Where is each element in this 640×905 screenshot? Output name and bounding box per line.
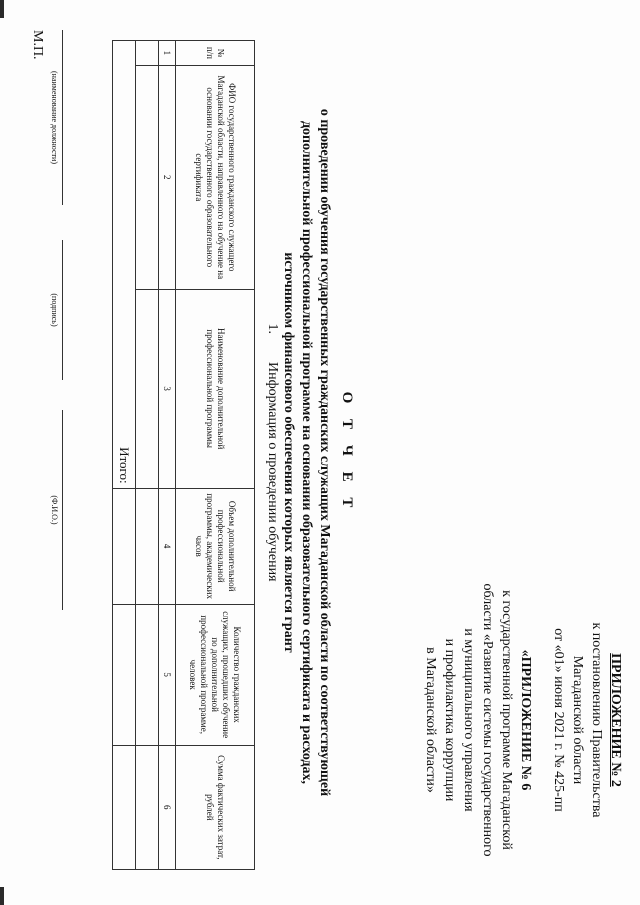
stamp-label: М.П. [30, 30, 45, 60]
table-cell [136, 604, 159, 745]
total-cell [113, 488, 136, 604]
appendix-line: к постановлению Правительства [589, 622, 604, 818]
total-label: Итого: [113, 41, 136, 489]
signature-caption: (подпись) [50, 293, 59, 327]
column-number: 1 [159, 41, 176, 66]
table-cell [136, 41, 159, 66]
table-cell [136, 65, 159, 289]
table-row [136, 41, 159, 870]
program-line: к государственной программе Магаданской [499, 590, 514, 850]
column-number: 3 [159, 289, 176, 488]
table-cell [136, 745, 159, 869]
column-header: Объем дополнительной профессиональной программы, академических часов [176, 488, 255, 604]
column-header: Наименование дополнительной профессиональной программы [176, 289, 255, 488]
name-line [62, 410, 63, 610]
appendix-line: Магаданской области [570, 655, 585, 785]
column-header: Количество гражданских служащих, прошедших обучение по дополнительной профессиональной программе, человек [176, 604, 255, 745]
name-caption: (Ф.И.О.) [50, 495, 59, 525]
program-line: и муниципального управления [461, 628, 476, 812]
table-cell [136, 488, 159, 604]
report-subtitle: источником финансового обеспечения которых является грант [281, 252, 296, 653]
column-number: 6 [159, 745, 176, 869]
section-number: 1. [265, 323, 280, 334]
position-caption: (наименование должности) [50, 71, 59, 164]
section-heading [264, 0, 280, 905]
position-line [62, 30, 63, 205]
program-line: в Магаданской области» [423, 647, 438, 793]
report-subtitle: дополнительной профессиональной программе на основании образовательного сертификата и расходах, [299, 120, 314, 785]
report-subtitle: о проведении обучения государственных гражданских служащих Магаданской области по соответствующей [317, 108, 332, 797]
program-line: области «Развитие системы государственного [480, 583, 495, 857]
column-number: 4 [159, 488, 176, 604]
column-number: 2 [159, 65, 176, 289]
column-header: № п/п [176, 41, 255, 66]
table-header-row [176, 41, 255, 870]
table-total-row [113, 41, 136, 870]
signature-block [25, 30, 85, 880]
column-header: Сумма фактических затрат, рублей [176, 745, 255, 869]
program-line: и профилактика коррупции [442, 638, 457, 802]
appendix-title-2: «ПРИЛОЖЕНИЕ № 6 [518, 649, 533, 791]
column-number-row [159, 41, 176, 870]
appendix-line: от «01» июня 2021 г. № 425-пп [551, 628, 566, 812]
table-cell [136, 289, 159, 488]
appendix-title: ПРИЛОЖЕНИЕ № 2 [608, 653, 623, 787]
column-number: 5 [159, 604, 176, 745]
report-heading: О Т Ч Е Т [339, 391, 355, 514]
signature-line [62, 240, 63, 380]
total-cell [113, 604, 136, 745]
training-report-table [112, 40, 255, 870]
appendix-block [421, 560, 625, 880]
section-title: Информация о проведении обучения [265, 362, 280, 582]
total-cell [113, 745, 136, 869]
column-header: ФИО государственного гражданского служащего Магаданской области, направленного на обучение на основании государственного образовательного сертификата [176, 65, 255, 289]
report-title-block [279, 20, 355, 885]
